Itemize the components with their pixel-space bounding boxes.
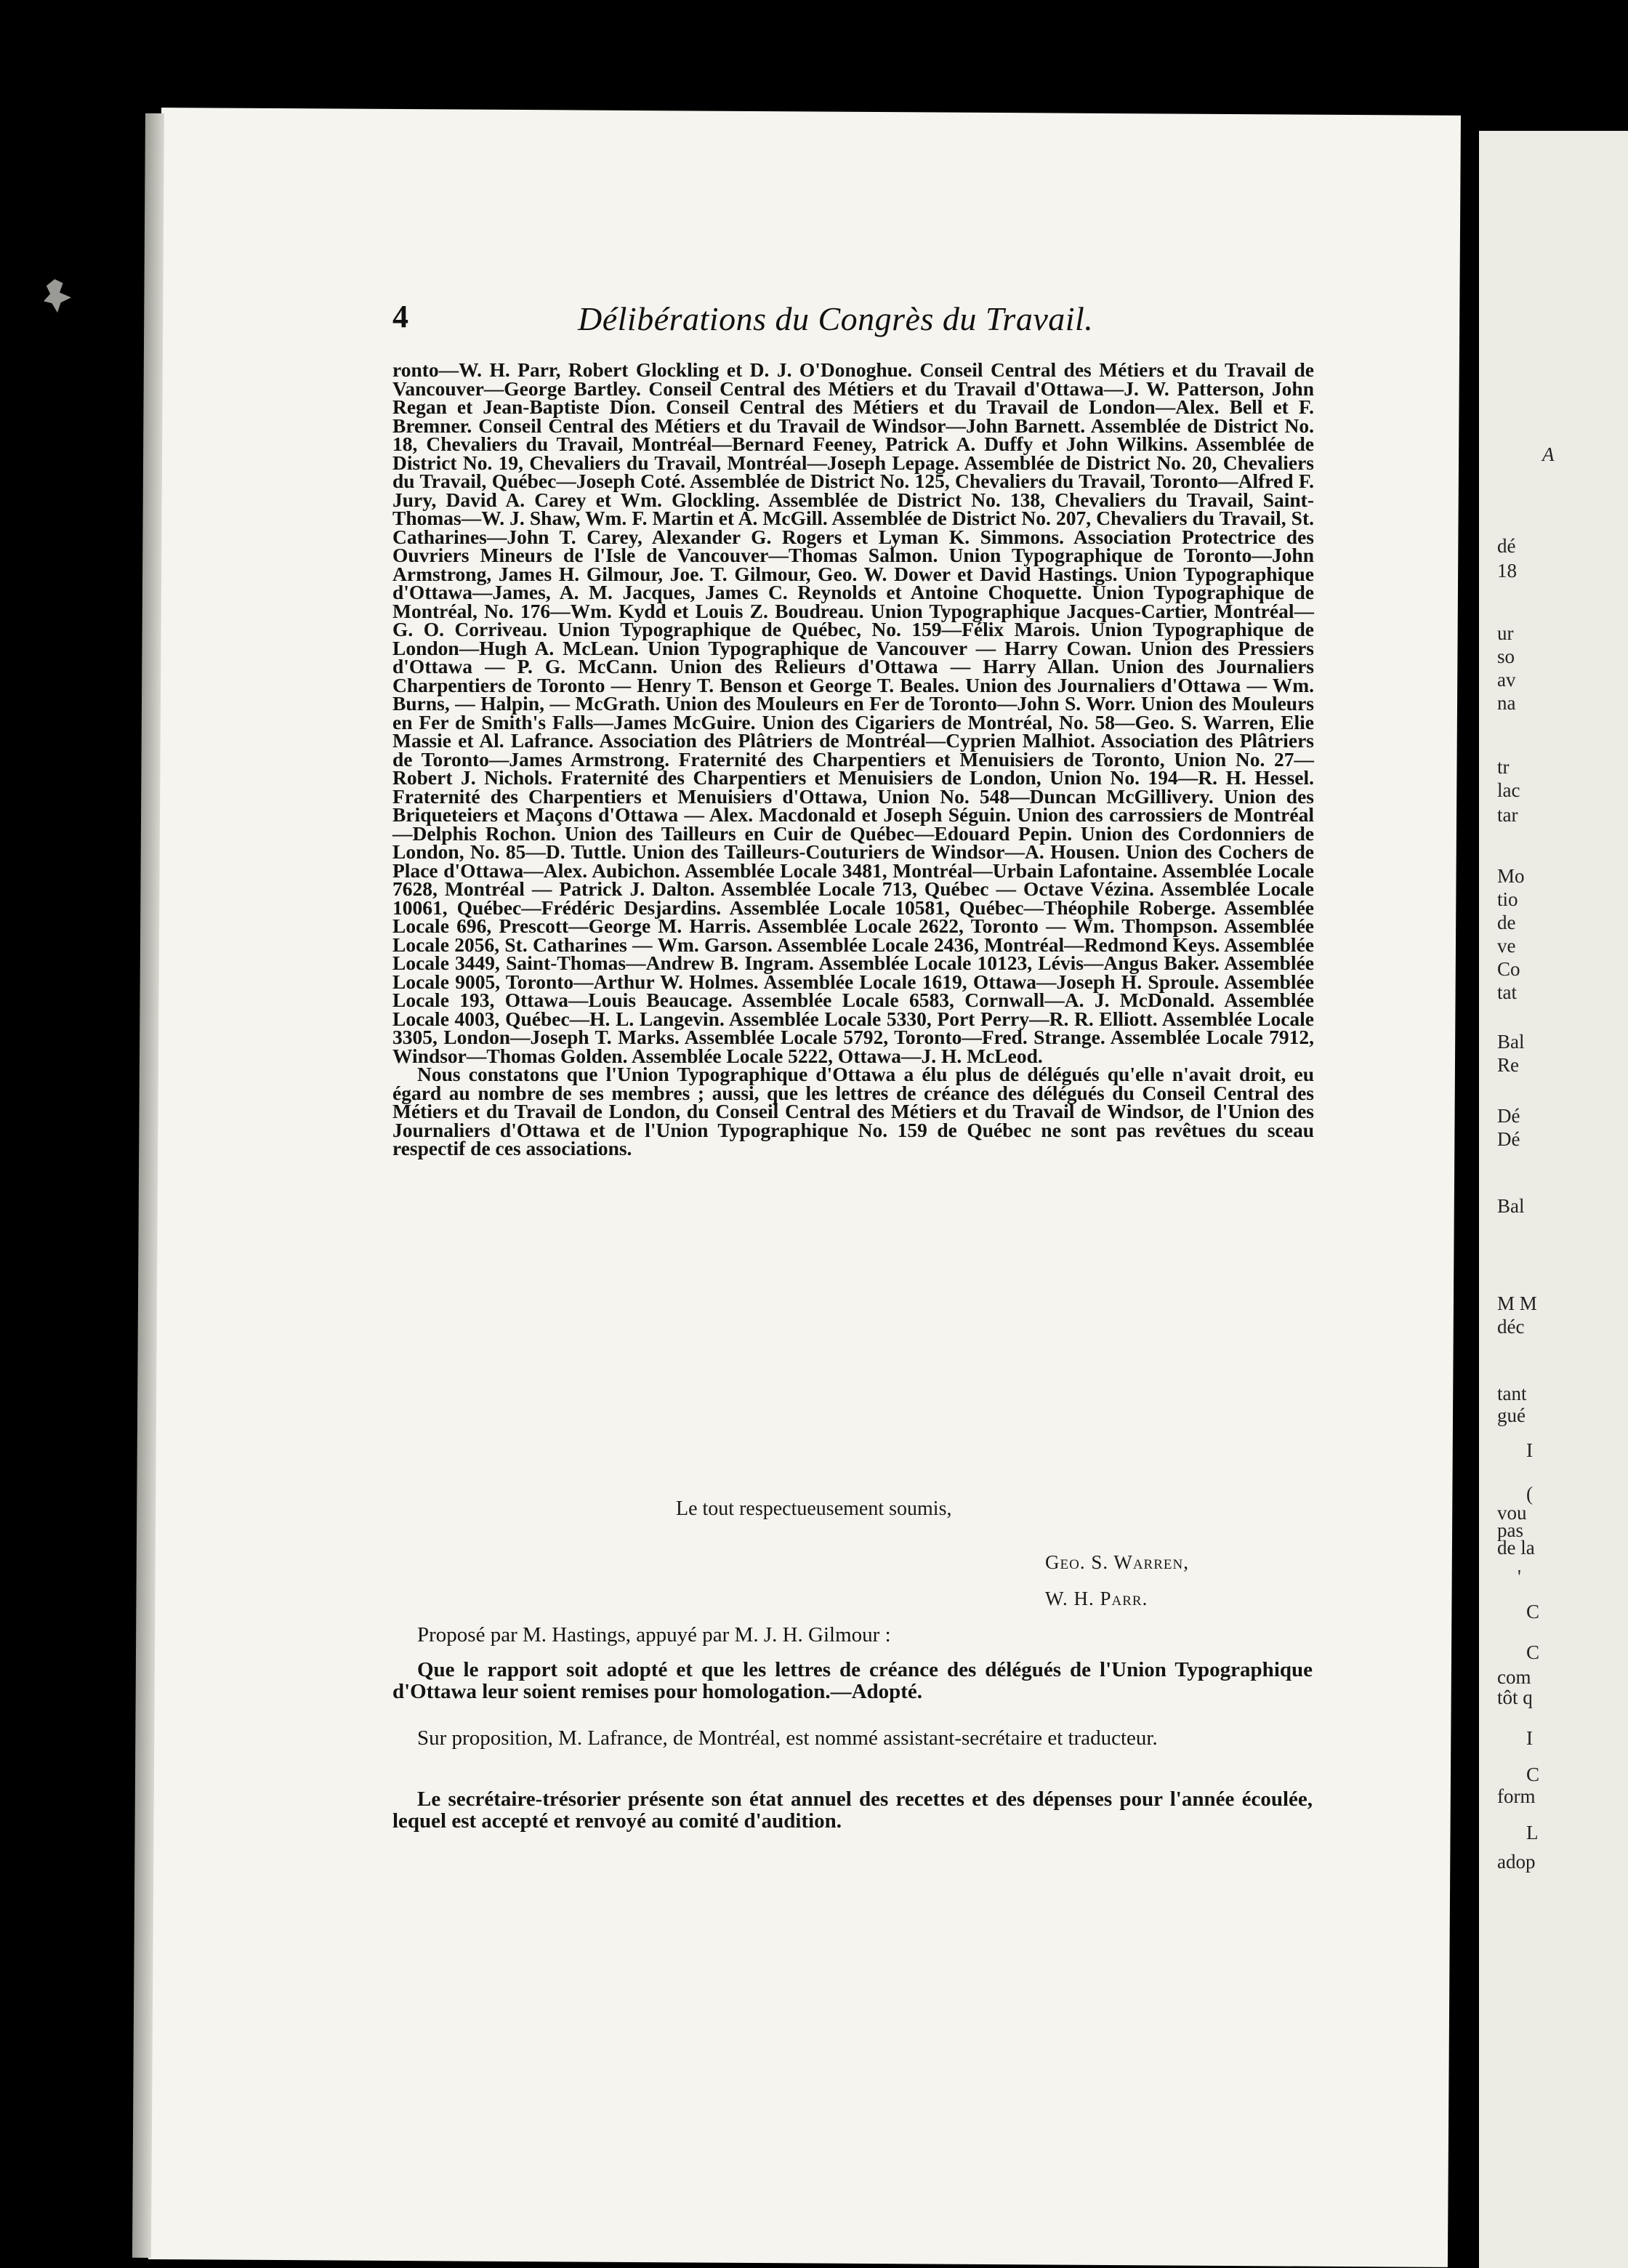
fragment: de la bbox=[1497, 1537, 1535, 1559]
fragment: C bbox=[1526, 1641, 1540, 1663]
page-header bbox=[392, 298, 1308, 342]
fragment: gué bbox=[1497, 1404, 1526, 1426]
fragment: lac bbox=[1497, 779, 1520, 801]
fragment: I bbox=[1526, 1439, 1533, 1461]
fragment: tr bbox=[1497, 756, 1510, 778]
fragment: M M bbox=[1497, 1292, 1537, 1314]
findings-paragraph: Nous constatons que l'Union Typographique d'Ottawa a élu plus de délégués qu'elle n'avait droit, eu égard au nombre de ses membres ; aussi, que les lettres de créance des délégués du Conseil Central des Métiers et du Travail de London, du Conseil Central des Métiers et du Travail de Windsor, de l'Union des Journaliers d'Ottawa et de l'Union Typographique No. 159 de Québec ne sont pas revêtues du sceau respectif de ces associations. bbox=[392, 1063, 1314, 1159]
resolution-paragraph: Que le rapport soit adopté et que les lettres de créance des délégués de l'Union Typographique d'Ottawa leur soient remises pour homologation.—Adopté. bbox=[392, 1658, 1313, 1703]
fragment: tar bbox=[1497, 804, 1518, 826]
dust-speck bbox=[44, 279, 71, 313]
fragment: Dé bbox=[1497, 1105, 1520, 1127]
fragment: dé bbox=[1497, 535, 1516, 557]
fragment: déc bbox=[1497, 1316, 1525, 1338]
fragment: I bbox=[1526, 1727, 1533, 1749]
fragment: tio bbox=[1497, 888, 1518, 910]
fragment: so bbox=[1497, 646, 1515, 667]
delegate-paragraph: ronto—W. H. Parr, Robert Glockling et D. J. O'Donoghue. Conseil Central des Métiers et du Travail de Vancouver—George Bartley. Conseil Central des Métiers et du Travail d'Ottawa—J. W. Patterson, John Regan et Jean-Baptiste Dion. Conseil Central des Métiers et du Travail de London—Alex. Bell et F. Bremner. Conseil Central des Métiers et du Travail de Windsor—John Barnett. Assemblée de District No. 18, Chevaliers du Travail, Montréal—Bernard Feeney, Patrick A. Duffy et John Wilkins. Assemblée de District No. 19, Chevaliers du Travail, Montréal—Joseph Lepage. Assemblée de District No. 20, Chevaliers du Travail, Québec—Joseph Coté. Assemblée de District No. 125, Chevaliers du Travail, Toronto—Alfred F. Jury, David A. Carey et Wm. Glockling. Assemblée de District No. 138, Chevaliers du Travail, Saint-Thomas—W. J. Shaw, Wm. F. Martin et A. McGill. Assemblée de District No. 207, Chevaliers du Travail, St. Catharines—John T. Carey, Alexander G. Rogers et Lyman K. Simmons. Association Protectrice des Ouvriers Mineurs de l'Isle de Vancouver—Thomas Salmon. Union Typographique de Toronto—John Armstrong, James H. Gilmour, Joe. T. Gilmour, Geo. W. Dower et David Hastings. Union Typographique d'Ottawa—James, A. M. Jacques, James C. Reynolds et Antoine Choquette. Union Typographique de Montréal, No. 176—Wm. Kydd et Louis Z. Boudreau. Union Typographique Jacques-Cartier, Montréal—G. O. Corriveau. Union Typographique de Québec, No. 159—Félix Marois. Union Typographique de London—Hugh A. McLean. Union Typographique de Vancouver — Harry Cowan. Union des Pressiers d'Ottawa — P. G. McCann. Union des Relieurs d'Ottawa — Harry Allan. Union des Journaliers Charpentiers de Toronto — Henry T. Benson et George T. Beales. Union des Journaliers d'Ottawa — Wm. Burns, — Halpin, — McGrath. Union des Mouleurs en Fer de Toronto—John S. Worr. Union des Mouleurs en Fer de Smith's Falls—James McGuire. Union des Cigariers de Montréal, No. 58—Geo. S. Warren, Elie Massie et Al. Lafrance. Association des Plâtriers de Montréal—Cyprien Malhiot. Association des Plâtriers de Toronto—James Armstrong. Fraternité des Charpentiers et Menuisiers de Toronto, Union No. 27—Robert J. Nichols. Fraternité des Charpentiers et Menuisiers de London, Union No. 194—R. H. Hessel. Fraternité des Charpentiers et Menuisiers d'Ottawa, Union No. 548—Duncan McGillivery. Union des Briqueteiers et Maçons d'Ottawa — Alex. Macdonald et Joseph Séguin. Union des carrossiers de Montréal—Delphis Rochon. Union des Tailleurs en Cuir de Québec—Edouard Pepin. Union des Cordonniers de London, No. 85—D. Tuttle. Union des Tailleurs-Couturiers de Windsor—A. Housen. Union des Cochers de Place d'Ottawa—Alex. Aubichon. Assemblée Locale 3481, Montréal—Urbain Lafontaine. Assemblée Locale 7628, Montréal — Patrick J. Dalton. Assemblée Locale 713, Québec — Octave Vézina. Assemblée Locale 10061, Québec—Frédéric Desjardins. Assemblée Locale 10581, Québec—Théophile Roberge. Assemblée Locale 696, Prescott—George M. Harris. Assemblée Locale 2622, Toronto — Wm. Thompson. Assemblée Locale 2056, St. Catharines — Wm. Garson. Assemblée Locale 2436, Montréal—Redmond Keys. Assemblée Locale 3449, Saint-Thomas—Andrew B. Ingram. Assemblée Locale 10123, Lévis—Angus Baker. Assemblée Locale 9005, Toronto—Arthur W. Holmes. Assemblée Locale 1619, Ottawa—Joseph H. Sproule. Assemblée Locale 193, Ottawa—Louis Beaucage. Assemblée Locale 6583, Cornwall—A. J. McDonald. Assemblée Locale 4003, Québec—H. L. Langevin. Assemblée Locale 5330, Port Perry—R. R. Elliott. Assemblée Locale 3305, London—Joseph T. Marks. Assemblée Locale 5792, Toronto—Fred. Strange. Assemblée Locale 7912, Windsor—Thomas Golden. Assemblée Locale 5222, Ottawa—J. H. McLeod. bbox=[392, 358, 1314, 1067]
fragment: ' bbox=[1518, 1566, 1521, 1588]
fragment: 18 bbox=[1497, 560, 1517, 582]
fragment: A bbox=[1542, 443, 1555, 465]
fragment: Bal bbox=[1497, 1031, 1525, 1053]
closing-line: Le tout respectueusement soumis, bbox=[676, 1497, 952, 1520]
fragment: adop bbox=[1497, 1851, 1536, 1873]
fragment: pas bbox=[1497, 1519, 1523, 1541]
fragment: Bal bbox=[1497, 1195, 1525, 1217]
fragment: Dé bbox=[1497, 1128, 1520, 1150]
fragment: com bbox=[1497, 1666, 1531, 1688]
fragment: C bbox=[1526, 1764, 1540, 1785]
signature-parr: W. H. Parr. bbox=[1045, 1588, 1148, 1609]
fragment: na bbox=[1497, 692, 1516, 714]
motion-paragraph: Proposé par M. Hastings, appuyé par M. J. H. Gilmour : bbox=[417, 1623, 891, 1646]
fragment: tat bbox=[1497, 981, 1517, 1003]
adjacent-page bbox=[1479, 131, 1628, 2268]
appointment-paragraph: Sur proposition, M. Lafrance, de Montréal, est nommé assistant-secrétaire et traducteur. bbox=[417, 1726, 1158, 1750]
fragment: de bbox=[1497, 912, 1516, 933]
fragment: form bbox=[1497, 1785, 1536, 1807]
fragment: tant bbox=[1497, 1383, 1527, 1404]
fragment: tôt q bbox=[1497, 1686, 1533, 1708]
fragment: ve bbox=[1497, 935, 1516, 957]
fragment: vou bbox=[1497, 1502, 1527, 1524]
fragment: Mo bbox=[1497, 865, 1525, 887]
fragment: Re bbox=[1497, 1054, 1519, 1076]
page-number: 4 bbox=[392, 299, 408, 334]
treasurer-paragraph: Le secrétaire-trésorier présente son état annuel des recettes et des dépenses pour l'année écoulée, lequel est accepté et renvoyé au comité d'audition. bbox=[392, 1788, 1313, 1833]
running-head: Délibérations du Congrès du Travail. bbox=[578, 300, 1094, 337]
fragment: C bbox=[1526, 1601, 1540, 1622]
fragment: av bbox=[1497, 669, 1516, 691]
fragment: ur bbox=[1497, 622, 1514, 644]
fragment: ( bbox=[1526, 1483, 1533, 1505]
delegate-list bbox=[392, 358, 1314, 1159]
fragment: Co bbox=[1497, 958, 1520, 980]
fragment: L bbox=[1526, 1822, 1539, 1843]
signature-warren: Geo. S. Warren, bbox=[1045, 1551, 1189, 1573]
